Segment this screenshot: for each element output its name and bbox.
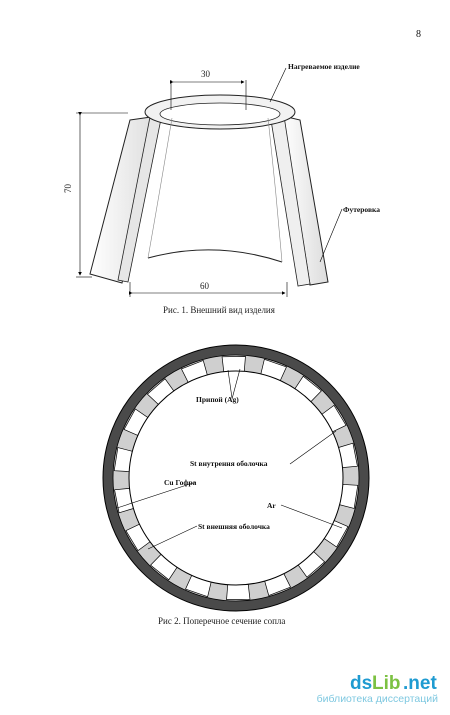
svg-text:ds: ds xyxy=(350,673,373,694)
corrugation-cell xyxy=(227,584,250,599)
fig1-caption: Рис. 1. Внешний вид изделия xyxy=(163,305,275,315)
dslib-logo xyxy=(350,672,438,694)
corrugation-cell xyxy=(222,356,245,371)
fig1-dim-bottom: 60 xyxy=(200,281,209,291)
watermark-text: библиотека диссертаций xyxy=(316,693,438,705)
figure2-drawing xyxy=(103,345,369,611)
fig1-dim-top: 30 xyxy=(201,69,210,79)
fig2-label-cu: Cu Гофра xyxy=(164,478,197,487)
fig1-label-lining: Футеровка xyxy=(343,205,380,214)
figure1-drawing xyxy=(76,68,342,297)
fig2-caption: Рис 2. Поперечное сечение сопла xyxy=(158,616,286,626)
svg-text:.net: .net xyxy=(403,673,437,694)
fig1-dim-height: 70 xyxy=(63,184,73,193)
page-number: 8 xyxy=(416,29,421,40)
fig2-label-solder: Припой (Ag) xyxy=(196,395,239,404)
fig2-label-inner: St внутрення оболочка xyxy=(190,459,268,468)
svg-text:Lib: Lib xyxy=(372,673,401,694)
fig2-label-ar: Ar xyxy=(267,501,276,510)
fig1-label-heated: Нагреваемое изделие xyxy=(288,62,360,71)
fig2-label-outer: St внешняя оболочка xyxy=(198,522,270,531)
